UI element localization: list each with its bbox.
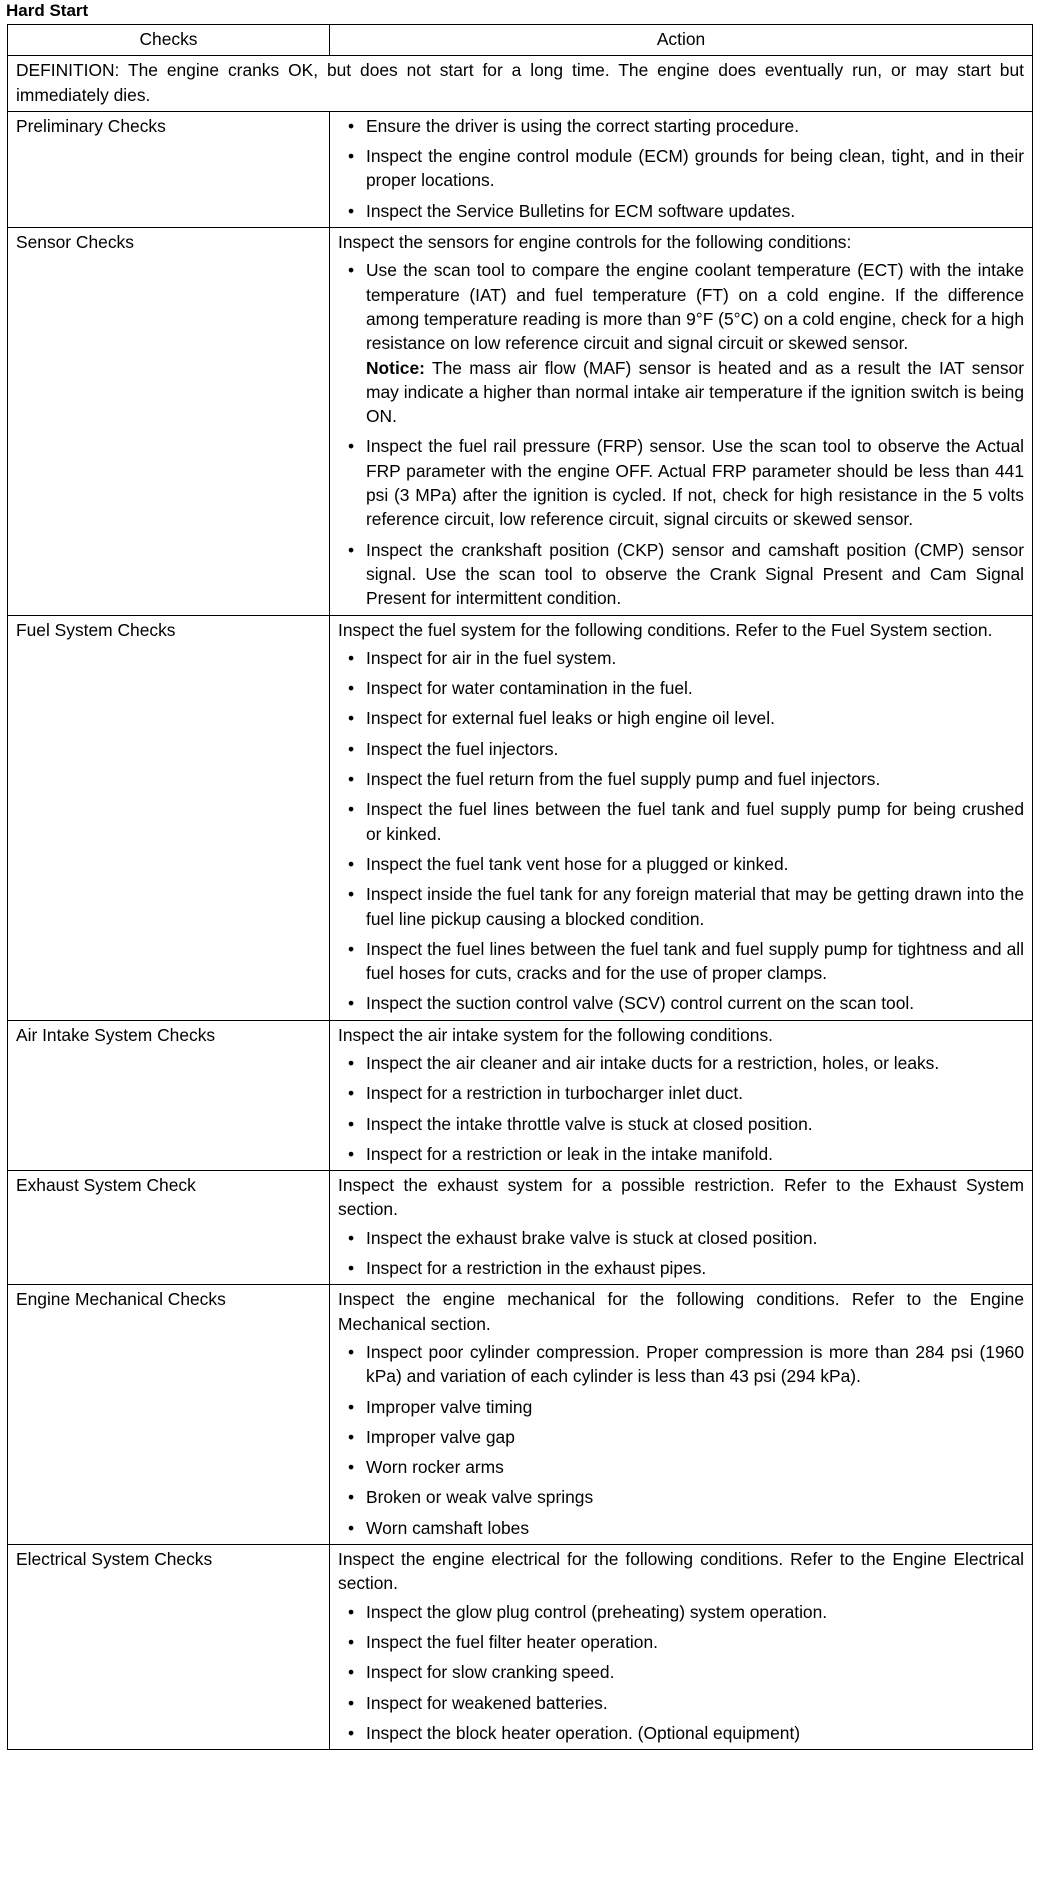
definition-row: [8, 56, 1033, 112]
bullet-icon: •: [348, 769, 355, 790]
action-intro: Inspect the sensors for engine controls for the following conditions:: [338, 232, 852, 253]
bullet-icon: •: [348, 1487, 355, 1508]
bullet-icon: •: [348, 1457, 355, 1478]
table-header-row: [8, 25, 1033, 56]
list-item: [338, 1660, 1024, 1684]
list-item: [338, 1226, 1024, 1250]
bullet-icon: •: [348, 1258, 355, 1279]
action-cell: [330, 1545, 1033, 1750]
list-item-text: Inspect for a restriction in the exhaust pipes.: [366, 1258, 707, 1279]
bullet-icon: •: [348, 1601, 355, 1622]
check-category: Preliminary Checks: [8, 111, 330, 227]
action-list: [338, 646, 1024, 1016]
list-item: [338, 1516, 1024, 1540]
check-category: Exhaust System Check: [8, 1171, 330, 1285]
list-item-text: Worn camshaft lobes: [366, 1517, 530, 1538]
action-cell: [330, 1020, 1033, 1170]
list-item-text: Inspect the glow plug control (preheating) system operation.: [366, 1601, 828, 1622]
list-item-text: Use the scan tool to compare the engine coolant temperature (ECT) with the intake temperature (IAT) and fuel temperature (FT) on a cold engine. If the difference among temperature reading is more than 9°F (5°C) on a cold engine, check for a high resistance on low reference circuit and signal circuit or skewed sensor.: [366, 260, 1024, 354]
list-item-text: Improper valve gap: [366, 1426, 515, 1447]
list-item: [338, 434, 1024, 531]
bullet-icon: •: [348, 1083, 355, 1104]
list-item-text: Inspect the Service Bulletins for ECM software updates.: [366, 200, 796, 221]
list-item-text: Inspect the exhaust brake valve is stuck at closed position.: [366, 1227, 818, 1248]
action-cell: [330, 1285, 1033, 1545]
action-list: [338, 1340, 1024, 1540]
action-list: [338, 1600, 1024, 1745]
bullet-icon: •: [348, 708, 355, 729]
check-category: Sensor Checks: [8, 228, 330, 615]
bullet-icon: •: [348, 1396, 355, 1417]
column-header-action: Action: [330, 25, 1033, 56]
list-item-text: Inspect the engine control module (ECM) grounds for being clean, tight, and in their proper locations.: [366, 146, 1024, 191]
action-cell: [330, 615, 1033, 1020]
list-item: [338, 737, 1024, 761]
list-item-text: Ensure the driver is using the correct starting procedure.: [366, 115, 800, 136]
list-item-text: Inspect the fuel lines between the fuel tank and fuel supply pump for being crushed or kinked.: [366, 799, 1024, 844]
bullet-icon: •: [348, 115, 355, 136]
table-row: [8, 1545, 1033, 1750]
list-item-text: Inspect the fuel injectors.: [366, 738, 559, 759]
list-item: [338, 1455, 1024, 1479]
bullet-icon: •: [348, 1722, 355, 1743]
table-row: [8, 1020, 1033, 1170]
action-cell: [330, 228, 1033, 615]
list-item: [338, 937, 1024, 986]
bullet-icon: •: [348, 1426, 355, 1447]
list-item: [338, 1395, 1024, 1419]
hard-start-table: [7, 24, 1033, 1750]
action-intro: Inspect the exhaust system for a possible restriction. Refer to the Exhaust System section.: [338, 1175, 1024, 1220]
list-item: [338, 852, 1024, 876]
check-category: Air Intake System Checks: [8, 1020, 330, 1170]
list-item-text: Inspect the air cleaner and air intake ducts for a restriction, holes, or leaks.: [366, 1052, 940, 1073]
list-item: [338, 144, 1024, 193]
action-cell: [330, 1171, 1033, 1285]
list-item-text: Inspect the fuel rail pressure (FRP) sensor. Use the scan tool to observe the Actual FRP parameter with the engine OFF. Actual FRP parameter should be less than 441 psi (3 MPa) after the ignition is cycled. If not, check for high resistance in the 5 volts reference circuit, low reference circuit, signal circuits or skewed sensor.: [366, 436, 1024, 530]
list-item-text: Inspect for a restriction in turbocharger inlet duct.: [366, 1083, 743, 1104]
action-list: [338, 1226, 1024, 1281]
list-item: [338, 1425, 1024, 1449]
bullet-icon: •: [348, 1113, 355, 1134]
list-item: [338, 1630, 1024, 1654]
bullet-icon: •: [348, 200, 355, 221]
action-intro: Inspect the air intake system for the following conditions.: [338, 1024, 773, 1045]
list-item: [338, 991, 1024, 1015]
table-row: [8, 1171, 1033, 1285]
list-item-text: Inspect for water contamination in the fuel.: [366, 678, 693, 699]
list-item: [338, 676, 1024, 700]
notice-paragraph: [366, 356, 1024, 429]
bullet-icon: •: [348, 738, 355, 759]
list-item-text: Inspect for a restriction or leak in the intake manifold.: [366, 1143, 773, 1164]
table-row: [8, 228, 1033, 615]
document-title: Hard Start: [6, 1, 89, 20]
bullet-icon: •: [348, 799, 355, 820]
list-item: [338, 114, 1024, 138]
list-item-text: Worn rocker arms: [366, 1457, 504, 1478]
list-item-text: Inspect for external fuel leaks or high engine oil level.: [366, 708, 775, 729]
bullet-icon: •: [348, 884, 355, 905]
check-category: Electrical System Checks: [8, 1545, 330, 1750]
list-item: [338, 767, 1024, 791]
list-item-text: Inspect the fuel return from the fuel supply pump and fuel injectors.: [366, 769, 881, 790]
list-item-text: Improper valve timing: [366, 1396, 533, 1417]
list-item: [338, 1485, 1024, 1509]
list-item: [338, 1721, 1024, 1745]
action-list: [338, 1051, 1024, 1166]
action-cell: [330, 111, 1033, 227]
bullet-icon: •: [348, 993, 355, 1014]
list-item-text: Inspect the fuel tank vent hose for a plugged or kinked.: [366, 853, 789, 874]
action-list: [338, 258, 1024, 610]
list-item-text: Inspect the crankshaft position (CKP) sensor and camshaft position (CMP) sensor signal. Use the scan tool to observe the Crank Signal Present and Cam Signal Present for intermittent condition.: [366, 539, 1024, 609]
notice-label: Notice:: [366, 357, 425, 378]
list-item: [338, 258, 1024, 428]
list-item: [338, 797, 1024, 846]
list-item: [338, 199, 1024, 223]
action-list: [338, 114, 1024, 223]
list-item-text: Inspect inside the fuel tank for any foreign material that may be getting drawn into the fuel line pickup causing a blocked condition.: [366, 884, 1024, 929]
list-item: [338, 1051, 1024, 1075]
list-item: [338, 706, 1024, 730]
notice-text: The mass air flow (MAF) sensor is heated and as a result the IAT sensor may indicate a higher than normal intake air temperature if the ignition switch is being ON.: [366, 357, 1024, 427]
bullet-icon: •: [348, 647, 355, 668]
list-item-text: Inspect the block heater operation. (Optional equipment): [366, 1722, 801, 1743]
list-item: [338, 1256, 1024, 1280]
list-item-text: Inspect the intake throttle valve is stuck at closed position.: [366, 1113, 813, 1134]
table-row: [8, 1285, 1033, 1545]
action-intro: Inspect the fuel system for the following conditions. Refer to the Fuel System section.: [338, 619, 993, 640]
list-item: [338, 1112, 1024, 1136]
list-item: [338, 882, 1024, 931]
bullet-icon: •: [348, 1052, 355, 1073]
list-item-text: Inspect for air in the fuel system.: [366, 647, 617, 668]
list-item: [338, 1340, 1024, 1389]
definition-text: DEFINITION: The engine cranks OK, but does not start for a long time. The engine does eventually run, or may start but immediately dies.: [8, 56, 1033, 112]
list-item: [338, 646, 1024, 670]
table-row: [8, 111, 1033, 227]
list-item-text: Inspect the fuel filter heater operation.: [366, 1631, 658, 1652]
list-item: [338, 1081, 1024, 1105]
bullet-icon: •: [348, 938, 355, 959]
bullet-icon: •: [348, 1143, 355, 1164]
list-item: [338, 1600, 1024, 1624]
check-category: Engine Mechanical Checks: [8, 1285, 330, 1545]
action-intro: Inspect the engine electrical for the following conditions. Refer to the Engine Electrical section.: [338, 1549, 1024, 1594]
bullet-icon: •: [348, 1662, 355, 1683]
bullet-icon: •: [348, 260, 355, 281]
bullet-icon: •: [348, 1517, 355, 1538]
list-item-text: Inspect the fuel lines between the fuel tank and fuel supply pump for tightness and all fuel hoses for cuts, cracks and for the use of proper clamps.: [366, 938, 1024, 984]
table-row: [8, 615, 1033, 1020]
list-item-text: Inspect for weakened batteries.: [366, 1692, 608, 1713]
list-item-text: Inspect the suction control valve (SCV) control current on the scan tool.: [366, 993, 915, 1014]
bullet-icon: •: [348, 678, 355, 699]
bullet-icon: •: [348, 146, 355, 167]
list-item-text: Inspect for slow cranking speed.: [366, 1662, 615, 1683]
bullet-icon: •: [348, 1631, 355, 1652]
list-item-text: Inspect poor cylinder compression. Proper compression is more than 284 psi (1960 kPa) and variation of each cylinder is less than 43 psi (294 kPa).: [366, 1341, 1024, 1387]
list-item-text: Broken or weak valve springs: [366, 1487, 594, 1508]
list-item: [338, 1691, 1024, 1715]
bullet-icon: •: [348, 1692, 355, 1713]
check-category: Fuel System Checks: [8, 615, 330, 1020]
list-item: [338, 1142, 1024, 1166]
action-intro: Inspect the engine mechanical for the following conditions. Refer to the Engine Mechanical section.: [338, 1289, 1024, 1334]
list-item: [338, 538, 1024, 611]
column-header-checks: Checks: [8, 25, 330, 56]
bullet-icon: •: [348, 1227, 355, 1248]
bullet-icon: •: [348, 853, 355, 874]
bullet-icon: •: [348, 1341, 355, 1362]
bullet-icon: •: [348, 539, 355, 560]
bullet-icon: •: [348, 436, 355, 457]
